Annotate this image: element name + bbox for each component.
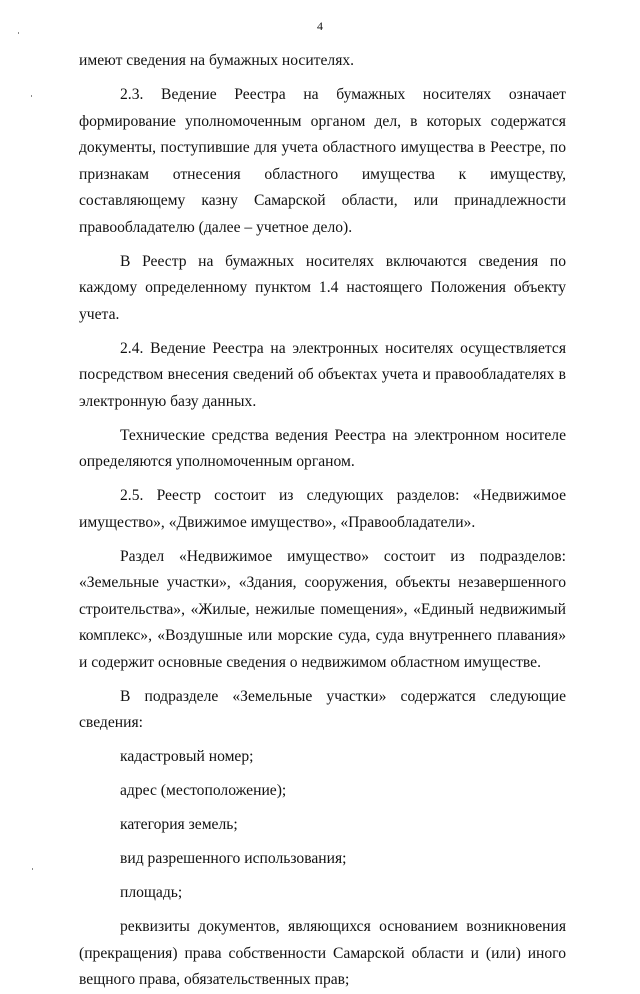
list-item-land-category: категория земель; — [120, 816, 238, 833]
paragraph-continuation: имеют сведения на бумажных носителях. — [79, 52, 355, 69]
page-number: 4 — [317, 19, 323, 33]
list-item-cadastral-number: кадастровый номер; — [120, 748, 254, 765]
paragraph-2-5: 2.5. Реестр состоит из следующих разделов: «Недвижимое имущество», «Движимое имущество», «Правообладатели». — [79, 487, 566, 531]
list-item-permitted-use: вид разрешенного использования; — [120, 850, 347, 867]
paragraph-2-3: 2.3. Ведение Реестра на бумажных носителях означает формирование уполномоченным органом дел, в которых содержатся документы, поступившие для учета областного имущества в Реестре, по признакам отнесения областного имущества к имуществу, составляющему казну Самарской области, или принадлежности правообладателю (далее – учетное дело). — [79, 86, 566, 236]
paragraph-technical-means: Технические средства ведения Реестра на электронном носителе определяются уполномоченным органом. — [79, 426, 566, 470]
paragraph-2-4: 2.4. Ведение Реестра на электронных носителях осуществляется посредством внесения сведений об объектах учета и правообладателях в электронную базу данных. — [79, 339, 566, 410]
paragraph-paper-registry: В Реестр на бумажных носителях включаются сведения по каждому определенному пунктом 1.4 настоящего Положения объекту учета. — [79, 252, 566, 323]
list-item-address: адрес (местоположение); — [120, 782, 287, 799]
document-body — [79, 48, 566, 994]
paragraph-real-estate-section: Раздел «Недвижимое имущество» состоит из подразделов: «Земельные участки», «Здания, сооружения, объекты незавершенного строительства», «Жилые, нежилые помещения», «Единый недвижимый комплекс», «Воздушные или морские суда, суда внутреннего плавания» и содержит основные сведения о недвижимом областном имуществе. — [79, 547, 566, 671]
paragraph-land-plots-intro: В подразделе «Земельные участки» содержатся следующие сведения: — [79, 687, 566, 731]
paragraph-requisites: реквизиты документов, являющихся основанием возникновения (прекращения) права собственности Самарской области и (или) иного вещного права, обязательственных прав; — [79, 918, 566, 988]
list-item-area: площадь; — [120, 884, 183, 901]
